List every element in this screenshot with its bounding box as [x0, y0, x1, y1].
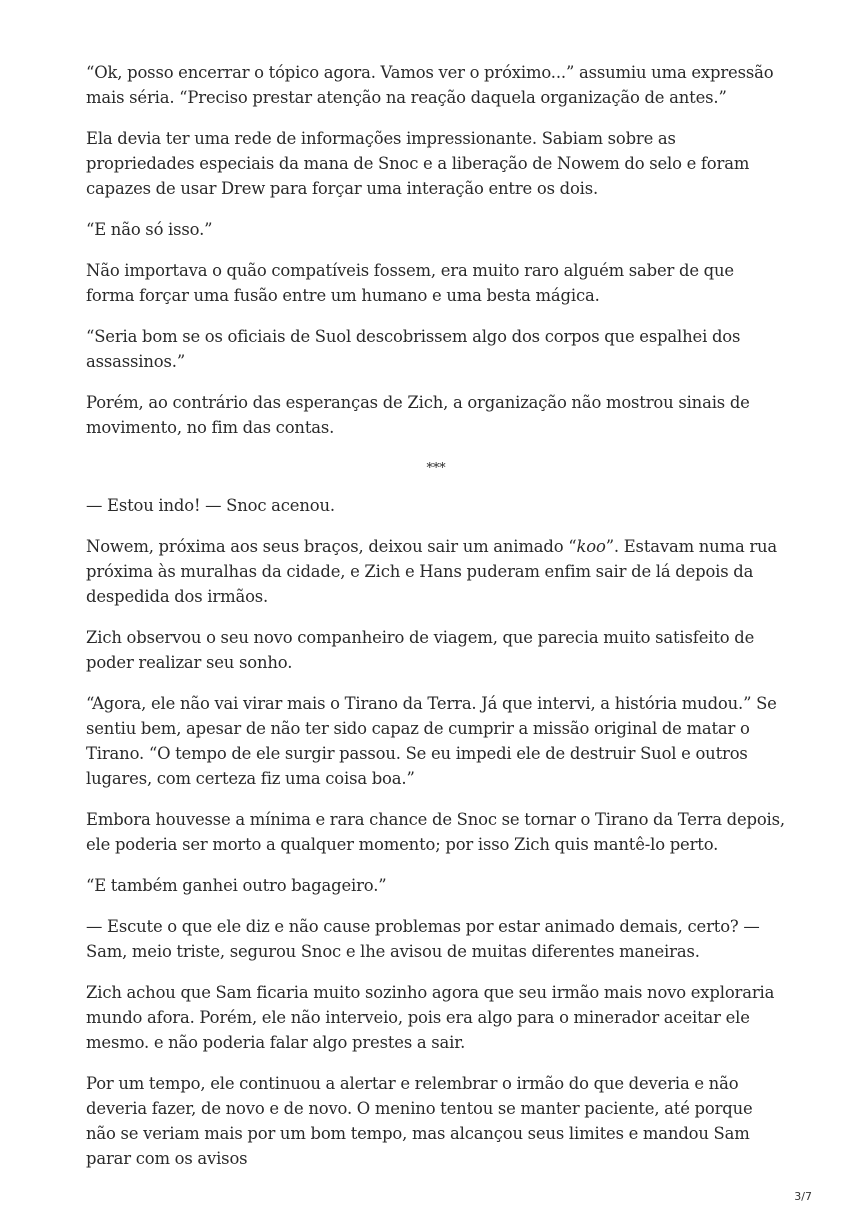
paragraph [86, 126, 786, 201]
paragraph [86, 980, 786, 1055]
paragraph [86, 873, 786, 898]
page-number: 3/7 [794, 1190, 812, 1203]
paragraph-text: Zich achou que Sam ficaria muito sozinho agora que seu irmão mais novo exploraria mundo afora. Porém, ele não interveio, pois era algo para o minerador aceitar ele mesmo. e não poderia falar algo prestes a sair. [86, 983, 775, 1052]
paragraph [86, 914, 786, 964]
paragraph-text: “E não só isso.” [86, 220, 213, 239]
paragraph [86, 324, 786, 374]
paragraph-text: Porém, ao contrário das esperanças de Zich, a organização não mostrou sinais de movimento, no fim das contas. [86, 393, 750, 437]
paragraph-text: — Escute o que ele diz e não cause problemas por estar animado demais, certo? — Sam, meio triste, segurou Snoc e lhe avisou de muitas diferentes maneiras. [86, 917, 760, 961]
emphasis-text: koo [576, 537, 606, 556]
paragraph-text: Nowem, próxima aos seus braços, deixou sair um animado “ [86, 537, 577, 556]
paragraph [86, 534, 786, 609]
paragraph-text: “Ok, posso encerrar o tópico agora. Vamos ver o próximo...” assumiu uma expressão mais séria. “Preciso prestar atenção na reação daquela organização de antes.” [86, 63, 774, 107]
paragraph-text: Embora houvesse a mínima e rara chance de Snoc se tornar o Tirano da Terra depois, ele poderia ser morto a qualquer momento; por isso Zich quis mantê-lo perto. [86, 810, 785, 854]
paragraph-text: ”. Estavam numa rua próxima às muralhas da cidade, e Zich e Hans puderam enfim sair de lá depois da despedida dos irmãos. [86, 537, 778, 606]
paragraph [86, 493, 786, 518]
paragraph [86, 807, 786, 857]
paragraph [86, 60, 786, 110]
paragraph [86, 625, 786, 675]
paragraph-text: Zich observou o seu novo companheiro de viagem, que parecia muito satisfeito de poder realizar seu sonho. [86, 628, 755, 672]
paragraph [86, 217, 786, 242]
document-body [86, 60, 786, 1187]
paragraph-text: — Estou indo! — Snoc acenou. [86, 496, 335, 515]
paragraph [86, 390, 786, 440]
paragraph-text: Por um tempo, ele continuou a alertar e relembrar o irmão do que deveria e não deveria fazer, de novo e de novo. O menino tentou se manter paciente, até porque não se veriam mais por um bom tempo, mas alcançou seus limites e mandou Sam parar com os avisos [86, 1074, 753, 1168]
paragraph-text: *** [426, 461, 446, 476]
section-break [86, 456, 786, 481]
paragraph-text: “E também ganhei outro bagageiro.” [86, 876, 387, 895]
paragraph-text: “Seria bom se os oficiais de Suol descobrissem algo dos corpos que espalhei dos assassinos.” [86, 327, 741, 371]
paragraph-text: Não importava o quão compatíveis fossem, era muito raro alguém saber de que forma forçar uma fusão entre um humano e uma besta mágica. [86, 261, 734, 305]
paragraph [86, 258, 786, 308]
paragraph [86, 1071, 786, 1171]
paragraph-text: “Agora, ele não vai virar mais o Tirano da Terra. Já que intervi, a história mudou.” Se sentiu bem, apesar de não ter sido capaz de cumprir a missão original de matar o Tirano. “O tempo de ele surgir passou. Se eu impedi ele de destruir Suol e outros lugares, com certeza fiz uma coisa boa.” [86, 694, 777, 788]
paragraph-text: Ela devia ter uma rede de informações impressionante. Sabiam sobre as propriedades especiais da mana de Snoc e a liberação de Nowem do selo e foram capazes de usar Drew para forçar uma interação entre os dois. [86, 129, 750, 198]
paragraph [86, 691, 786, 791]
